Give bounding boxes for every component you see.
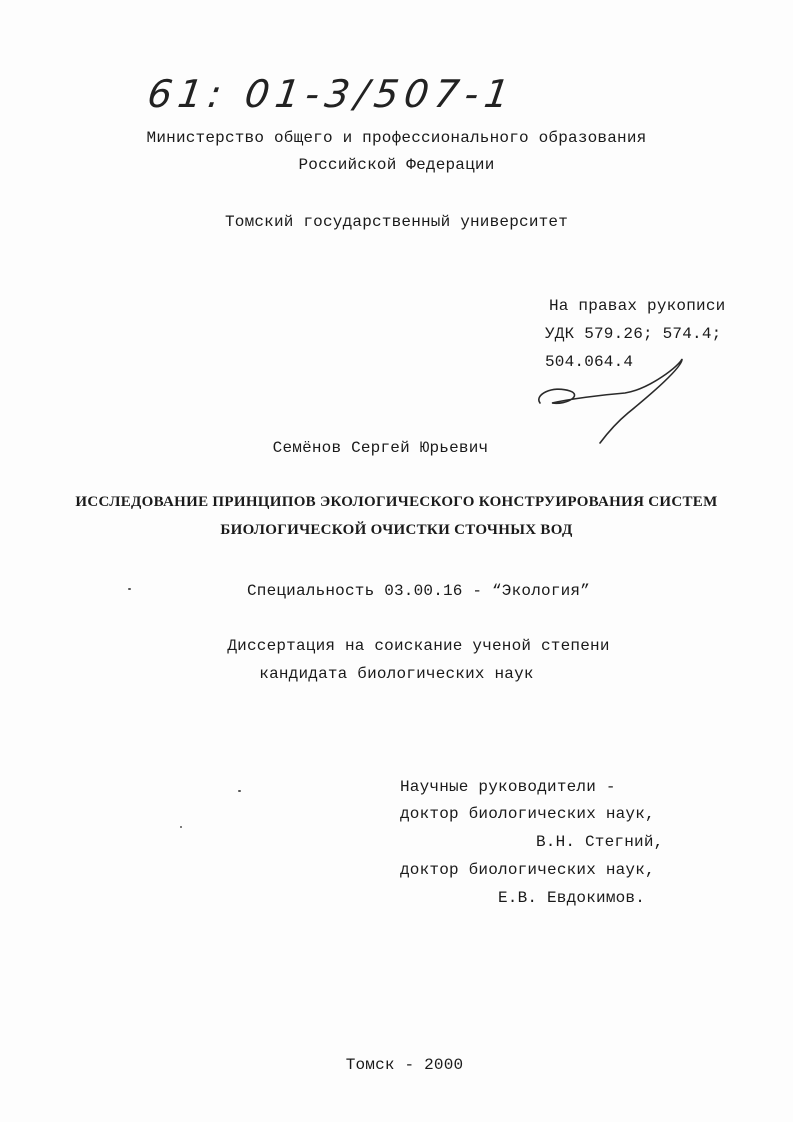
signature-mark	[530, 355, 690, 450]
ministry-line-2: Российской Федерации	[298, 156, 495, 174]
scan-speck	[128, 588, 131, 590]
supervisors-heading: Научные руководители -	[400, 778, 616, 796]
author-name: Семёнов Сергей Юрьевич	[272, 439, 489, 457]
degree-line-1: Диссертация на соискание ученой степени	[227, 637, 610, 655]
supervisor-2-name: Е.В. Евдокимов.	[498, 889, 646, 907]
place-and-year: Томск - 2000	[345, 1056, 464, 1074]
udk-line-1: УДК 579.26; 574.4;	[545, 325, 722, 343]
ministry-line-1: Министерство общего и профессионального образования	[146, 129, 647, 147]
supervisor-2-degree: доктор биологических наук,	[400, 861, 655, 879]
manuscript-rights: На правах рукописи	[549, 297, 726, 315]
dissertation-title-line-2: БИОЛОГИЧЕСКОЙ ОЧИСТКИ СТОЧНЫХ ВОД	[220, 522, 573, 538]
dissertation-title-line-1: ИССЛЕДОВАНИЕ ПРИНЦИПОВ ЭКОЛОГИЧЕСКОГО КОНСТРУИРОВАНИЯ СИСТЕМ	[75, 494, 718, 510]
supervisor-1-name: В.Н. Стегний,	[536, 833, 664, 851]
supervisor-1-degree: доктор биологических наук,	[400, 805, 655, 823]
scan-speck	[180, 826, 182, 828]
handwritten-archive-code: 61: 01-3/507-1	[144, 72, 518, 116]
specialty: Специальность 03.00.16 - “Экология”	[246, 582, 591, 600]
scan-speck	[238, 790, 241, 792]
degree-line-2: кандидата биологических наук	[259, 665, 534, 683]
university-name: Томский государственный университет	[224, 213, 569, 231]
udk-line-2: 504.064.4	[545, 353, 634, 371]
